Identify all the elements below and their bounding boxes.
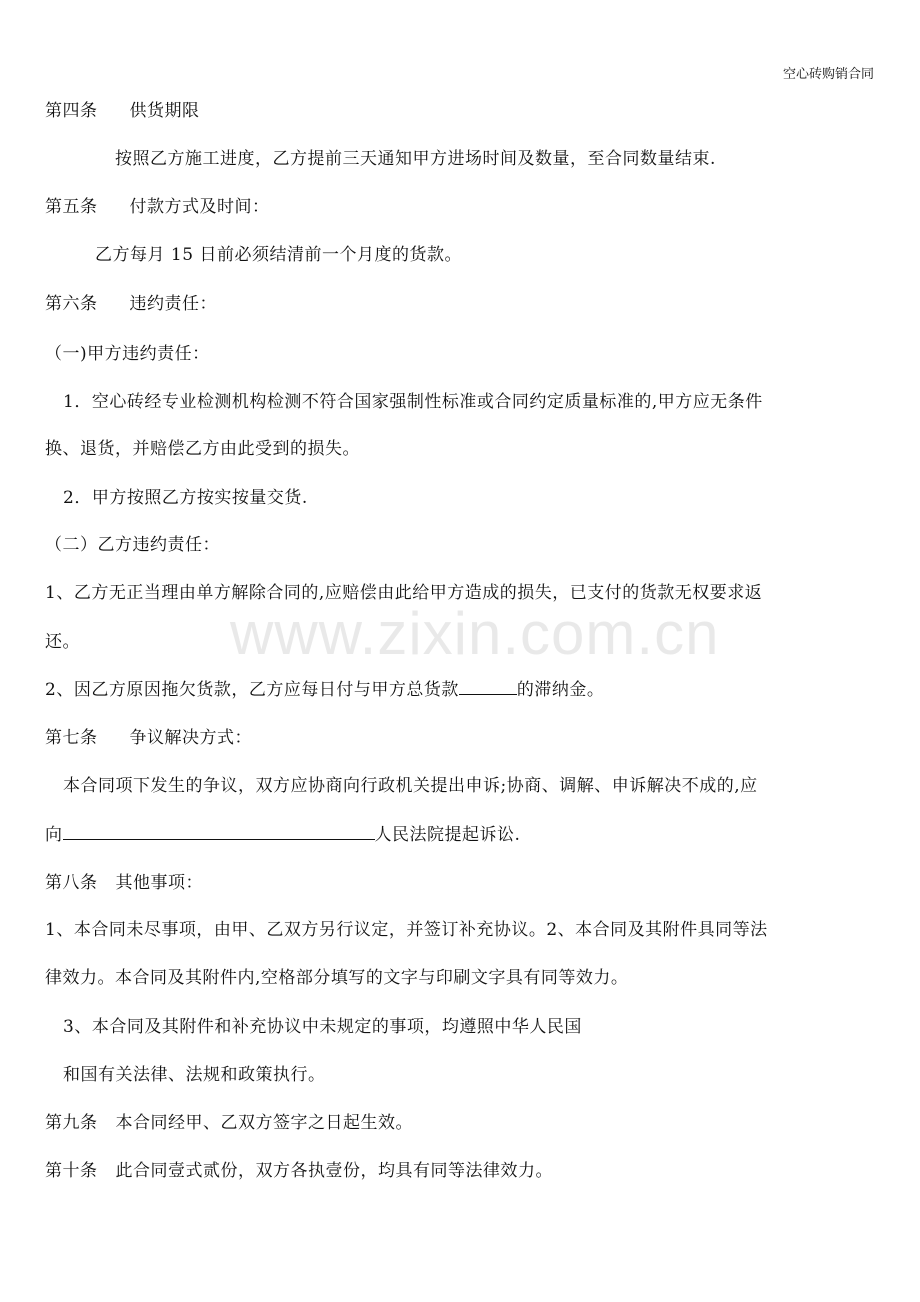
party-a-item-1-line-2: 换、退货，并赔偿乙方由此受到的损失。 bbox=[45, 439, 360, 459]
party-a-item-2: 2．甲方按照乙方按实按量交货. bbox=[63, 488, 308, 508]
article-7-line-1: 本合同项下发生的争议，双方应协商向行政机关提出申诉;协商、调解、申诉解决不成的,应 bbox=[63, 776, 758, 796]
party-b-item-1-line-2: 还。 bbox=[45, 632, 80, 652]
document-title-header: 空心砖购销合同 bbox=[782, 67, 874, 82]
article-10-text: 此合同壹式贰份，双方各执壹份，均具有同等法律效力。 bbox=[115, 1161, 553, 1181]
article-8-line-4: 和国有关法律、法规和政策执行。 bbox=[63, 1065, 326, 1085]
article-7-line-2-before: 向 bbox=[45, 825, 63, 845]
court-name-blank bbox=[63, 822, 375, 840]
article-8-line-2: 律效力。本合同及其附件内,空格部分填写的文字与印刷文字具有同等效力。 bbox=[45, 968, 629, 988]
article-8-line-1: 1、本合同未尽事项，由甲、乙双方另行议定，并签订补充协议。2、本合同及其附件具同等法 bbox=[45, 920, 768, 940]
party-a-item-1-line-1: 1．空心砖经专业检测机构检测不符合国家强制性标准或合同约定质量标准的,甲方应无条件 bbox=[63, 392, 763, 412]
article-6-title: 违约责任： bbox=[129, 294, 217, 314]
party-b-item-2-text-before: 2、因乙方原因拖欠货款，乙方应每日付与甲方总货款 bbox=[45, 680, 459, 700]
late-fee-blank bbox=[459, 677, 517, 695]
party-b-liability-heading: （二）乙方违约责任： bbox=[45, 535, 220, 555]
article-4-title: 供货期限 bbox=[129, 101, 200, 121]
article-8-heading-line bbox=[45, 871, 203, 895]
article-7-line-2 bbox=[45, 822, 520, 847]
article-5-heading-line bbox=[45, 195, 270, 219]
article-9-line bbox=[45, 1111, 413, 1135]
article-6-heading-line bbox=[45, 292, 217, 316]
article-7-line-2-after: 人民法院提起诉讼. bbox=[374, 825, 521, 845]
article-8-title: 其他事项： bbox=[115, 873, 203, 893]
article-9-text: 本合同经甲、乙双方签字之日起生效。 bbox=[115, 1113, 413, 1133]
article-10-number: 第十条 bbox=[45, 1161, 98, 1181]
article-4-heading-line bbox=[45, 99, 200, 123]
article-8-number: 第八条 bbox=[45, 873, 98, 893]
article-7-title: 争议解决方式： bbox=[129, 728, 252, 748]
article-5-number: 第五条 bbox=[45, 197, 98, 217]
article-7-heading-line bbox=[45, 726, 252, 750]
article-9-number: 第九条 bbox=[45, 1113, 98, 1133]
article-5-title: 付款方式及时间： bbox=[129, 197, 270, 217]
article-10-line bbox=[45, 1159, 553, 1183]
party-b-item-2 bbox=[45, 677, 604, 702]
site-watermark: www.zixin.com.cn bbox=[230, 600, 720, 667]
article-4-text: 按照乙方施工进度，乙方提前三天通知甲方进场时间及数量，至合同数量结束. bbox=[115, 149, 716, 169]
article-8-line-3: 3、本合同及其附件和补充协议中未规定的事项，均遵照中华人民国 bbox=[63, 1017, 582, 1037]
party-b-item-2-text-after: 的滞纳金。 bbox=[516, 680, 605, 700]
party-a-liability-heading: （一)甲方违约责任： bbox=[45, 344, 210, 364]
article-6-number: 第六条 bbox=[45, 294, 98, 314]
article-5-text: 乙方每月 15 日前必须结清前一个月度的货款。 bbox=[95, 245, 462, 265]
party-b-item-1-line-1: 1、乙方无正当理由单方解除合同的,应赔偿由此给甲方造成的损失，已支付的货款无权要求返 bbox=[45, 583, 763, 603]
article-7-number: 第七条 bbox=[45, 728, 98, 748]
article-4-number: 第四条 bbox=[45, 101, 98, 121]
